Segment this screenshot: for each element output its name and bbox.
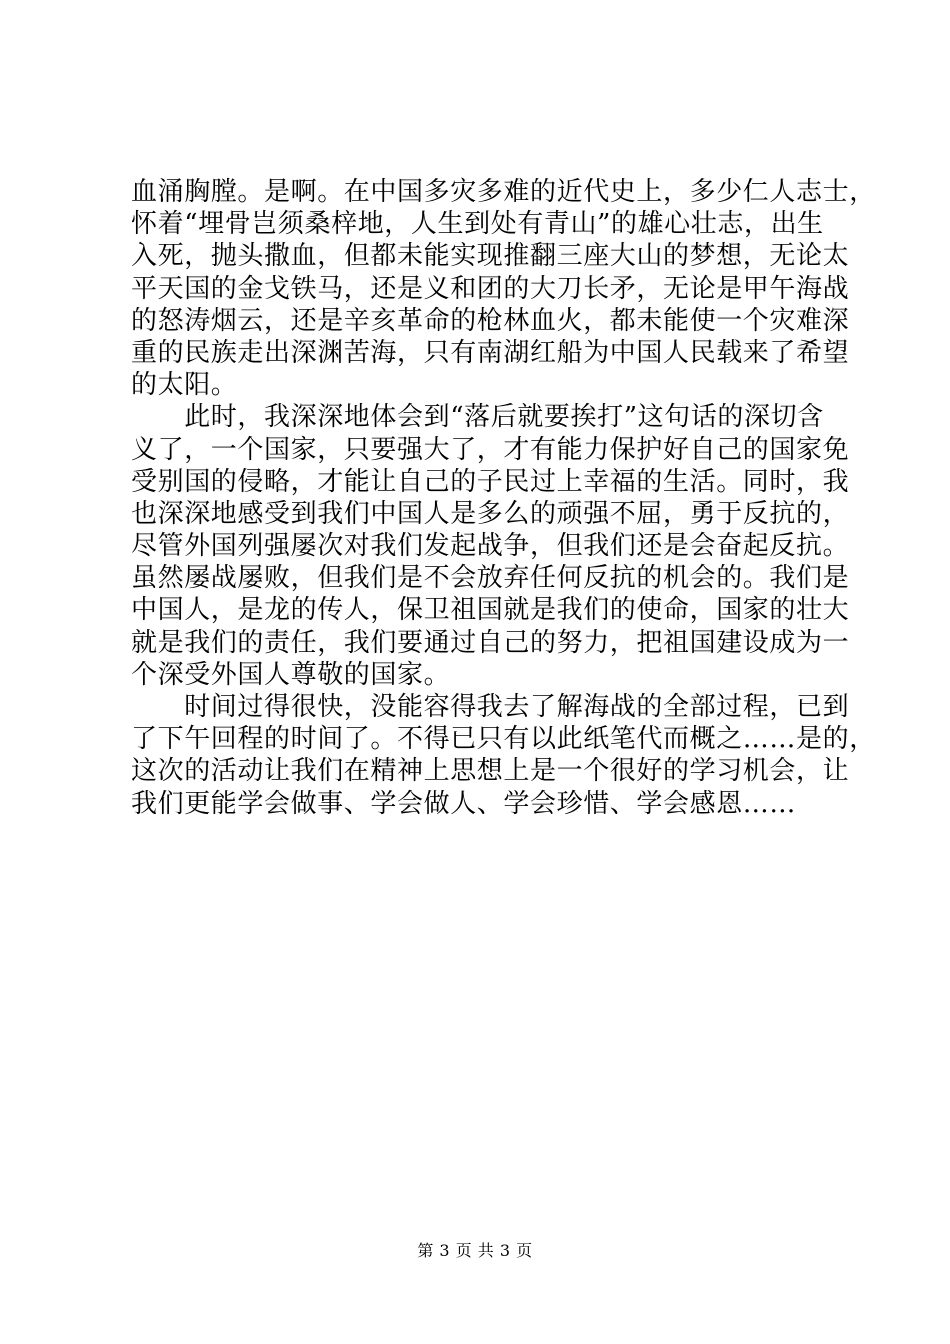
page-number-footer: 第 3 页 共 3 页 [417,1241,533,1260]
text-line: 这次的活动让我们在精神上思想上是一个很好的学习机会，让 [131,756,850,787]
text-line: 中国人，是龙的传人，保卫祖国就是我们的使命，国家的壮大 [131,595,850,626]
text-line: 受别国的侵略，才能让自己的子民过上幸福的生活。同时，我 [131,466,850,497]
text-line: 平天国的金戈铁马，还是义和团的大刀长矛，无论是甲午海战 [131,273,850,304]
text-line: 义了，一个国家，只要强大了，才有能力保护好自己的国家免 [131,434,850,465]
body-text [131,176,876,820]
text-line: 怀着“埋骨岂须桑梓地，人生到处有青山”的雄心壮志，出生 [131,209,824,240]
text-line: 入死，抛头撒血，但都未能实现推翻三座大山的梦想，无论太 [131,241,850,272]
text-line: 尽管外国列强屡次对我们发起战争，但我们还是会奋起反抗。 [131,531,850,562]
text-line: 就是我们的责任，我们要通过自己的努力，把祖国建设成为一 [131,627,850,658]
text-line: 重的民族走出深渊苦海，只有南湖红船为中国人民载来了希望 [131,337,850,368]
text-line: 个深受外国人尊敬的国家。 [131,659,451,690]
text-line: 的怒涛烟云，还是辛亥革命的枪林血火，都未能使一个灾难深 [131,305,850,336]
text-line: 时间过得很快，没能容得我去了解海战的全部过程，已到 [131,692,850,722]
text-line: 我们更能学会做事、学会做人、学会珍惜、学会感恩…… [131,788,797,819]
text-line: 也深深地感受到我们中国人是多么的顽强不屈，勇于反抗的， [131,498,850,529]
text-line: 血涌胸膛。是啊。在中国多灾多难的近代史上，多少仁人志士， [131,177,876,207]
text-line: 虽然屡战屡败，但我们是不会放弃任何反抗的机会的。我们是 [131,563,850,594]
text-line: 的太阳。 [131,370,238,401]
text-line: 此时，我深深地体会到“落后就要挨打”这句话的深切含 [131,402,824,433]
text-line: 了下午回程的时间了。不得已只有以此纸笔代而概之……是的， [131,724,876,755]
